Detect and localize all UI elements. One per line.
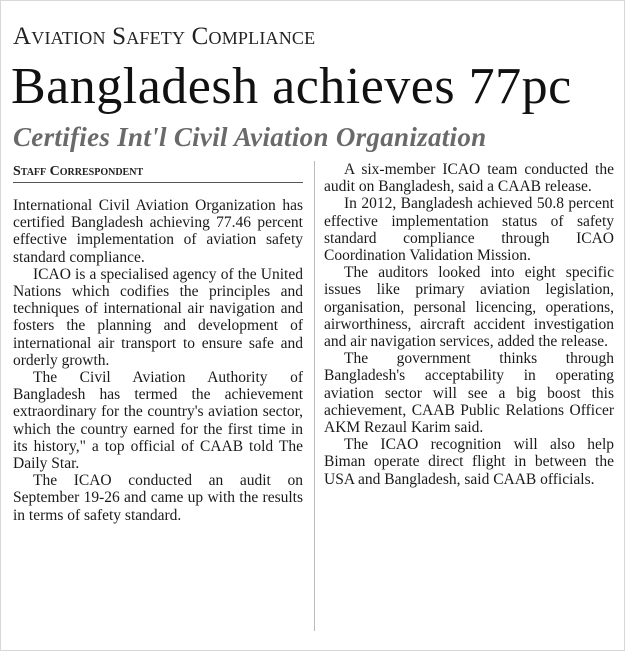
article-paragraph: In 2012, Bangladesh achieved 50.8 percent effective implementation status of safety standard compliance through ICAO Coordination Validation Mission.	[324, 195, 614, 265]
byline-rule	[13, 182, 303, 183]
article-left-column	[13, 197, 303, 524]
article-headline: Bangladesh achieves 77pc	[11, 58, 572, 115]
article-paragraph: The Civil Aviation Authority of Bangladesh has termed the achievement extraordinary for the country's aviation sector, which the country earned for the first time in its history," a top official of CAAB told The Daily Star.	[13, 369, 303, 473]
article-paragraph: International Civil Aviation Organization has certified Bangladesh achieving 77.46 percent effective implementation of aviation safety standard compliance.	[13, 197, 303, 266]
column-divider	[314, 161, 315, 631]
article-paragraph: A six-member ICAO team conducted the audit on Bangladesh, said a CAAB release.	[324, 161, 614, 196]
article-kicker: Aviation Safety Compliance	[13, 23, 316, 50]
article-paragraph: The ICAO conducted an audit on September 19-26 and came up with the results in terms of safety standard.	[13, 472, 303, 524]
article-subhead: Certifies Int'l Civil Aviation Organization	[13, 122, 487, 152]
article-paragraph: The government thinks through Bangladesh's acceptability in operating aviation sector will see a big boost this achievement, CAAB Public Relations Officer AKM Rezaul Karim said.	[324, 350, 614, 437]
article-paragraph: The auditors looked into eight specific issues like primary aviation legislation, organisation, personal licencing, operations, airworthiness, aircraft accident investigation and air navigation services, added the release.	[324, 264, 614, 351]
article-paragraph: ICAO is a specialised agency of the United Nations which codifies the principles and techniques of international air navigation and fosters the planning and development of international air transport to ensure safe and orderly growth.	[13, 265, 303, 369]
article-byline: Staff Correspondent	[13, 164, 144, 179]
article-right-column	[324, 161, 614, 488]
article-paragraph: The ICAO recognition will also help Biman operate direct flight in between the USA and Bangladesh, said CAAB officials.	[324, 436, 614, 488]
